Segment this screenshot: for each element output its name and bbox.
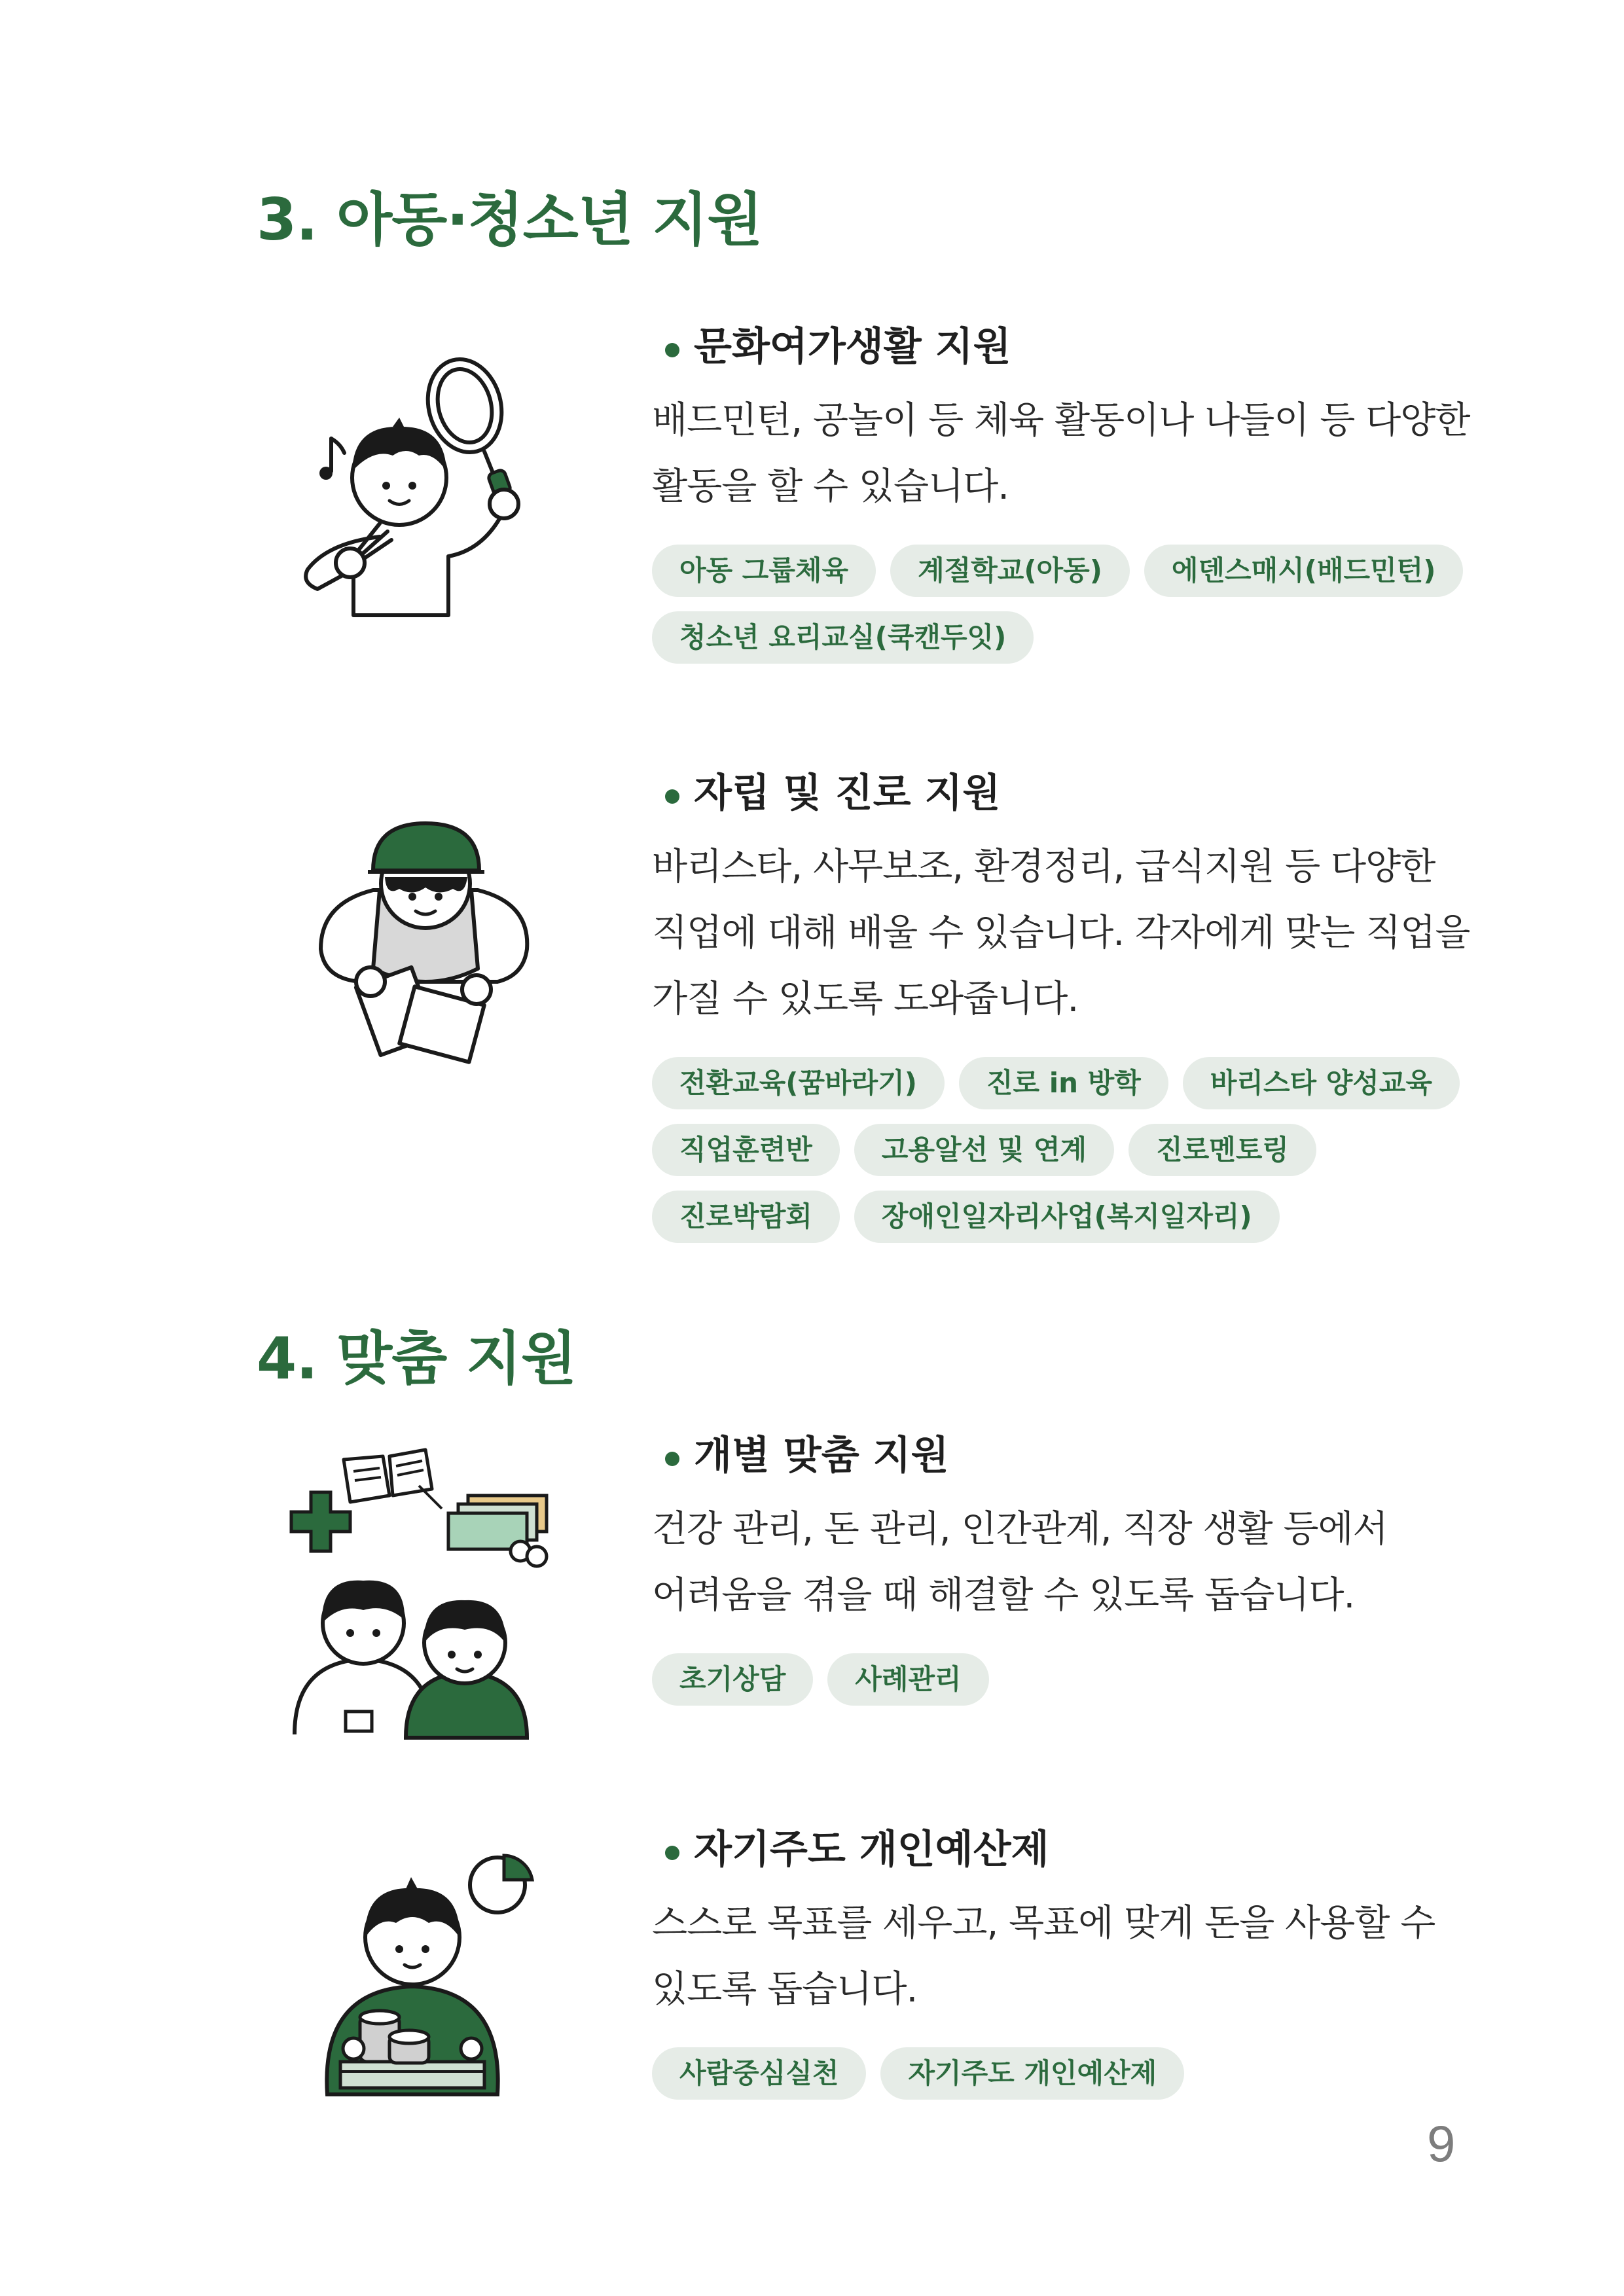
subsection-description: 배드민턴, 공놀이 등 체육 활동이나 나들이 등 다양한 활동을 할 수 있습니다. xyxy=(652,399,1470,508)
subsection-title: 자기주도 개인예산제 xyxy=(652,1826,1503,1873)
tag: 사례관리 xyxy=(827,1653,988,1706)
bullet-icon xyxy=(665,343,679,357)
tag: 계절학교(아동) xyxy=(890,545,1130,597)
tag: 아동 그룹체육 xyxy=(652,545,876,597)
subsection-title: 자립 및 진로 지원 xyxy=(652,770,1503,817)
tag: 진로멘토링 xyxy=(1128,1124,1316,1176)
tag: 에덴스매시(배드민턴) xyxy=(1144,545,1464,597)
tag: 초기상담 xyxy=(652,1653,813,1706)
tag: 사람중심실천 xyxy=(652,2047,866,2100)
subsection-description: 건강 관리, 돈 관리, 인간관계, 직장 생활 등에서 어려움을 겪을 때 해결할 수 있도록 돕습니다. xyxy=(652,1508,1388,1617)
tag: 전환교육(꿈바라기) xyxy=(652,1057,945,1109)
tag: 장애인일자리사업(복지일자리) xyxy=(854,1191,1280,1243)
subsection-description: 바리스타, 사무보조, 환경정리, 급식지원 등 다양한 직업에 대해 배울 수 있습니다. 각자에게 맞는 직업을 가질 수 있도록 도와줍니다. xyxy=(652,846,1470,1020)
tag: 진로 in 방학 xyxy=(959,1057,1168,1109)
bullet-icon xyxy=(665,1846,679,1860)
tag-list xyxy=(652,545,1464,664)
tag-list xyxy=(652,1057,1464,1243)
bullet-icon xyxy=(665,789,679,804)
subsection-title: 개별 맞춤 지원 xyxy=(652,1432,1503,1479)
section-title-custom-support: 4. 맞춤 지원 xyxy=(257,1325,576,1392)
tag: 직업훈련반 xyxy=(652,1124,840,1176)
tag: 진로박람회 xyxy=(652,1191,840,1243)
tag: 자기주도 개인예산제 xyxy=(880,2047,1184,2100)
subsection-title: 문화여가생활 지원 xyxy=(652,323,1503,370)
page-number: 9 xyxy=(1427,2115,1456,2172)
tag-list xyxy=(652,2047,1464,2100)
subsection-self-directed-budget xyxy=(652,1826,1503,2100)
bullet-icon xyxy=(665,1452,679,1466)
tag: 청소년 요리교실(쿡캔두잇) xyxy=(652,611,1034,664)
badminton-child-icon xyxy=(288,340,550,628)
subsection-individual-support xyxy=(652,1432,1503,1706)
tag-list xyxy=(652,1653,1464,1706)
personal-support-icon xyxy=(268,1446,556,1741)
tag: 고용알선 및 연계 xyxy=(854,1124,1114,1176)
section-title-youth-support: 3. 아동·청소년 지원 xyxy=(257,186,763,253)
subsection-description: 스스로 목표를 세우고, 목표에 맞게 돈을 사용할 수 있도록 돕습니다. xyxy=(652,1902,1435,2011)
tag: 바리스타 양성교육 xyxy=(1183,1057,1460,1109)
subsection-culture-leisure xyxy=(652,323,1503,664)
apron-worker-icon xyxy=(308,798,543,1073)
personal-budget-icon xyxy=(314,1839,550,2101)
subsection-independence-career xyxy=(652,770,1503,1243)
